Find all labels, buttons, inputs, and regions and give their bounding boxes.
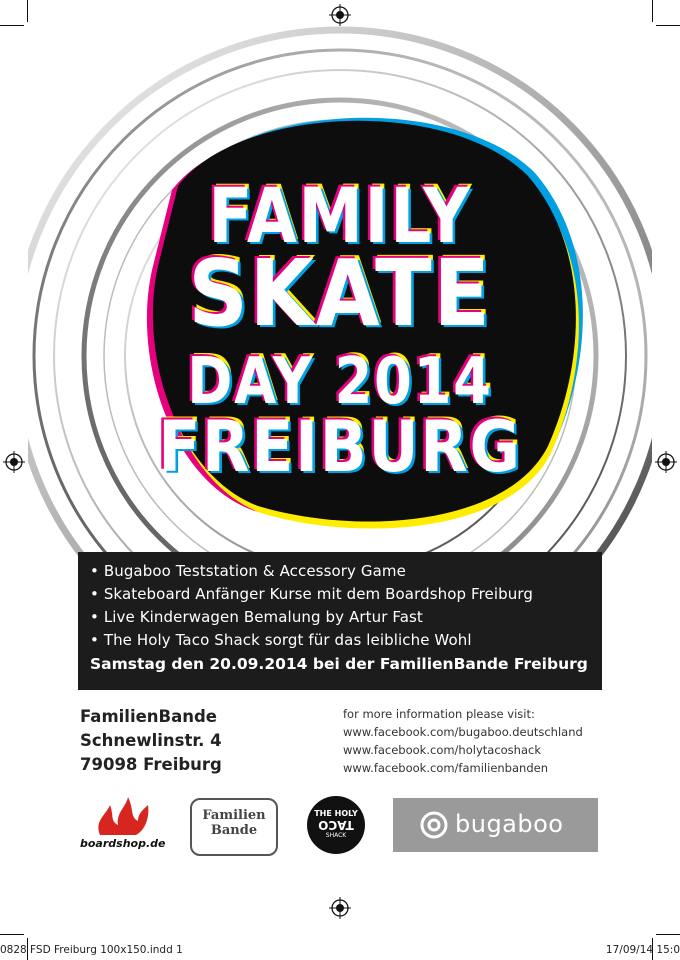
taco-top-label: THE HOLY [314, 809, 358, 818]
boardshop-label: boardshop.de [80, 837, 166, 850]
flame-icon [92, 795, 152, 837]
title-line-4: FREIBURG [158, 406, 522, 488]
links-heading: for more information please visit: [343, 707, 535, 721]
bugaboo-logo [393, 798, 598, 852]
address-line: Schnewlinstr. 4 [80, 731, 222, 750]
boardshop-logo [80, 795, 164, 853]
bugaboo-label: bugaboo [455, 810, 564, 838]
event-date: Samstag den 20.09.2014 bei der FamilienBande Freiburg [90, 655, 588, 673]
registration-mark-icon [329, 4, 351, 26]
address-line: 79098 Freiburg [80, 755, 222, 774]
info-bullet: • The Holy Taco Shack sorgt für das leibliche Wohl [90, 631, 472, 649]
familienbande-line1: Familien [202, 808, 266, 823]
venue-address [80, 705, 222, 777]
title-line-3: DAY 2014 [187, 345, 493, 419]
facebook-link[interactable]: www.facebook.com/bugaboo.deutschland [343, 725, 583, 739]
facebook-link[interactable]: www.facebook.com/familienbanden [343, 761, 548, 775]
registration-mark-icon [329, 897, 351, 919]
crop-mark-icon [656, 934, 680, 935]
address-line: FamilienBande [80, 707, 217, 726]
registration-mark-icon [3, 451, 25, 473]
registration-mark-icon [655, 451, 677, 473]
bugaboo-swirl-icon [419, 810, 449, 840]
taco-bottom-label: TACO [318, 818, 354, 832]
info-bullet: • Skateboard Anfänger Kurse mit dem Boardshop Freiburg [90, 585, 534, 603]
info-bullet: • Live Kinderwagen Bemalung by Artur Fast [90, 608, 423, 626]
event-info-box [78, 552, 602, 690]
facebook-link[interactable]: www.facebook.com/holytacoshack [343, 743, 541, 757]
crop-mark-icon [0, 934, 24, 935]
familienbande-line2: Bande [210, 823, 258, 838]
taco-side-label: SHACK [325, 832, 347, 839]
info-bullet: • Bugaboo Teststation & Accessory Game [90, 562, 406, 580]
info-links [343, 705, 583, 777]
holy-taco-shack-logo [307, 796, 365, 854]
title-line-1: FAMILY [208, 171, 472, 260]
title-line-2: SKATE [188, 240, 492, 347]
print-slug-left: 0828 FSD Freiburg 100x150.indd 1 [0, 944, 183, 956]
familienbande-logo [190, 798, 278, 856]
print-slug-right: 17/09/14 15:0 [605, 944, 680, 956]
